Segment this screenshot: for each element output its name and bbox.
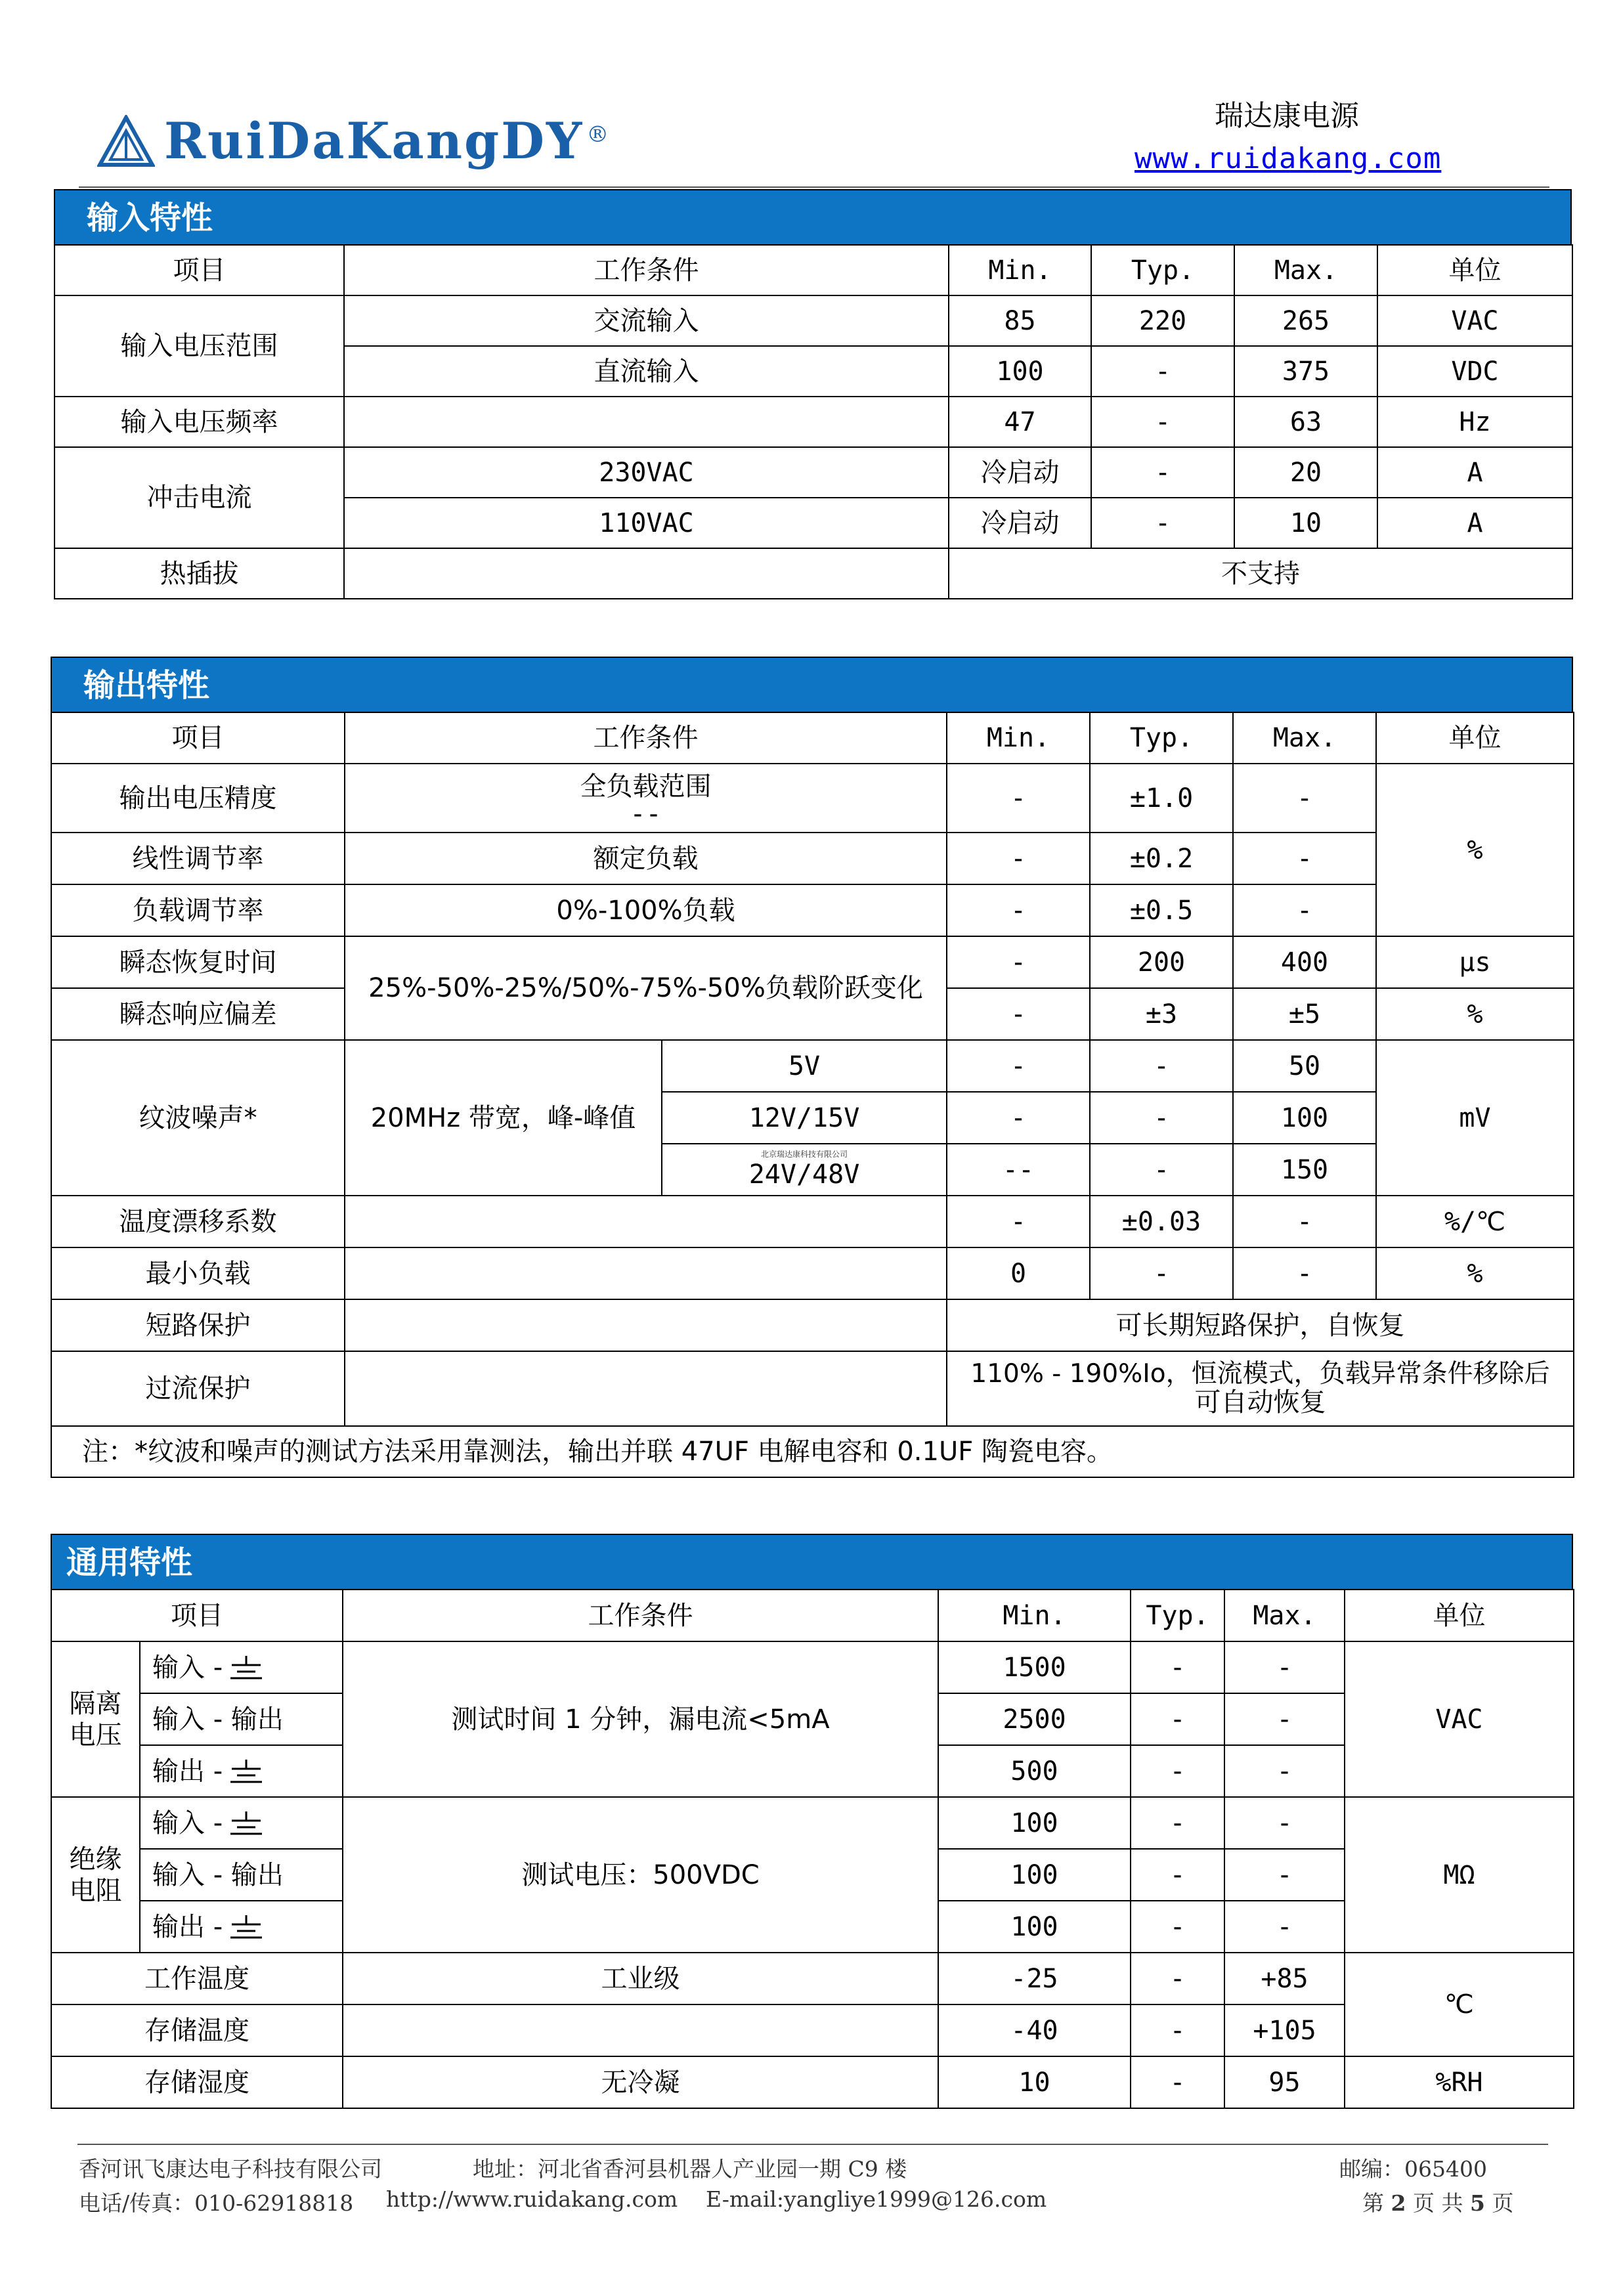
cell-max: ±5 <box>1233 988 1376 1040</box>
ground-icon <box>229 1811 263 1838</box>
header-item: 项目 <box>54 245 344 295</box>
cell-typ: - <box>1131 1693 1224 1745</box>
ground-icon <box>229 1656 263 1682</box>
page-suffix: 页 <box>1492 2190 1514 2216</box>
item-text: 输出 - <box>152 1756 223 1787</box>
cell-max: 50 <box>1233 1040 1376 1092</box>
cell-typ: 220 <box>1091 295 1234 346</box>
header-unit: 单位 <box>1377 245 1572 295</box>
cell-unit: Hz <box>1377 397 1572 447</box>
cell-max: - <box>1224 1693 1345 1745</box>
header-item: 项目 <box>51 1590 343 1641</box>
row-label: 瞬态恢复时间 <box>51 936 345 988</box>
cell-max: - <box>1233 764 1376 833</box>
cell-voltage <box>662 1144 947 1196</box>
cell-max: - <box>1233 833 1376 884</box>
cell-item <box>140 1901 343 1953</box>
watermark-text: 北京瑞达康科技有限公司 <box>760 1149 848 1159</box>
page-current: 2 <box>1391 2190 1406 2216</box>
cell-max: - <box>1224 1641 1345 1693</box>
row-label: 最小负载 <box>51 1247 345 1299</box>
table-row <box>51 1797 1574 1849</box>
cell-unit: ℃ <box>1345 1953 1574 2056</box>
note-row <box>51 1426 1574 1477</box>
group-label-line: 隔离 <box>69 1688 122 1719</box>
table-row <box>51 1299 1574 1351</box>
cell-max: 400 <box>1233 936 1376 988</box>
item-text: 输入 - <box>152 1808 223 1838</box>
cell-max: - <box>1233 884 1376 936</box>
cell-condition <box>345 1299 947 1351</box>
footer-divider <box>77 2144 1548 2145</box>
cell-condition <box>345 1196 947 1247</box>
cell-condition <box>344 397 949 447</box>
cell-condition <box>345 764 947 833</box>
cell-value: 可长期短路保护，自恢复 <box>947 1299 1574 1351</box>
table-row <box>54 447 1572 498</box>
cell-typ: - <box>1131 1953 1224 2004</box>
cell-min: - <box>947 988 1090 1040</box>
cell-typ: ±0.03 <box>1090 1196 1233 1247</box>
general-section <box>51 1534 1573 2109</box>
cell-unit: MΩ <box>1345 1797 1574 1953</box>
cell-min: -- <box>947 1144 1090 1196</box>
cell-min: 冷启动 <box>949 447 1091 498</box>
cell-max: 10 <box>1234 498 1377 548</box>
cell-voltage: 5V <box>662 1040 947 1092</box>
cell-typ: - <box>1091 498 1234 548</box>
cell-typ: - <box>1090 1144 1233 1196</box>
page-prefix: 第 <box>1362 2190 1384 2216</box>
table-header-row <box>51 1590 1574 1641</box>
row-label: 存储温度 <box>51 2004 343 2056</box>
cell-min: - <box>947 1040 1090 1092</box>
cell-min: 冷启动 <box>949 498 1091 548</box>
cell-voltage: 12V/15V <box>662 1092 947 1144</box>
cell-min: - <box>947 1196 1090 1247</box>
row-label: 输出电压精度 <box>51 764 345 833</box>
footer-postcode: 邮编：065400 <box>1339 2156 1487 2182</box>
cell-unit: VAC <box>1377 295 1572 346</box>
cell-max: 265 <box>1234 295 1377 346</box>
row-label: 纹波噪声* <box>51 1040 345 1196</box>
cell-typ: - <box>1090 1040 1233 1092</box>
overcurrent-line-1: 110% - 190%Io，恒流模式，负载异常条件移除后 <box>970 1358 1550 1389</box>
footer-phone: 电话/传真：010-62918818 <box>79 2190 354 2216</box>
cell-condition <box>345 1247 947 1299</box>
cell-unit: % <box>1376 1247 1574 1299</box>
header-item: 项目 <box>51 712 345 764</box>
cell-unit: % <box>1376 988 1574 1040</box>
cell-max: 20 <box>1234 447 1377 498</box>
cell-max: +85 <box>1224 1953 1345 2004</box>
cell-min: - <box>947 884 1090 936</box>
table-row <box>54 295 1572 346</box>
header-unit: 单位 <box>1376 712 1574 764</box>
table-row <box>51 1040 1574 1092</box>
cell-condition: 20MHz 带宽，峰-峰值 <box>345 1040 662 1196</box>
header-unit: 单位 <box>1345 1590 1574 1641</box>
cell-condition <box>345 1351 947 1426</box>
cell-min: 2500 <box>938 1693 1131 1745</box>
cell-condition <box>343 2004 938 2056</box>
cell-typ: - <box>1091 397 1234 447</box>
row-label: 短路保护 <box>51 1299 345 1351</box>
header-condition: 工作条件 <box>343 1590 938 1641</box>
cell-typ: ±1.0 <box>1090 764 1233 833</box>
footer-address: 地址：河北省香河县机器人产业园一期 C9 楼 <box>473 2156 907 2182</box>
cell-item <box>140 1797 343 1849</box>
row-label: 温度漂移系数 <box>51 1196 345 1247</box>
cell-max: 150 <box>1233 1144 1376 1196</box>
cell-unit: % <box>1376 764 1574 936</box>
voltage-value: 24V/48V <box>748 1159 860 1190</box>
cell-max: - <box>1224 1901 1345 1953</box>
table-row <box>51 764 1574 833</box>
header-max: Max. <box>1224 1590 1345 1641</box>
ground-icon <box>229 1915 263 1941</box>
cell-typ: - <box>1131 1849 1224 1901</box>
table-header-row <box>54 245 1572 295</box>
general-table <box>51 1589 1574 2109</box>
table-row <box>51 936 1574 988</box>
cell-typ: ±0.5 <box>1090 884 1233 936</box>
cell-value: 不支持 <box>949 548 1572 599</box>
cell-item: 输入 - 输出 <box>140 1849 343 1901</box>
cell-max: 100 <box>1233 1092 1376 1144</box>
cell-min: 500 <box>938 1745 1131 1797</box>
cell-min: 100 <box>938 1849 1131 1901</box>
table-row <box>51 1953 1574 2004</box>
cell-unit: %RH <box>1345 2056 1574 2108</box>
cell-typ: - <box>1090 1092 1233 1144</box>
table-row <box>51 1196 1574 1247</box>
header-condition: 工作条件 <box>344 245 949 295</box>
page-total: 5 <box>1469 2190 1485 2216</box>
cell-value <box>947 1351 1574 1426</box>
cell-condition: 25%-50%-25%/50%-75%-50%负载阶跃变化 <box>345 936 947 1040</box>
footer-url[interactable]: http://www.ruidakang.com <box>386 2186 678 2212</box>
cell-unit: A <box>1377 447 1572 498</box>
cell-max: +105 <box>1224 2004 1345 2056</box>
row-label: 工作温度 <box>51 1953 343 2004</box>
cell-max: - <box>1233 1196 1376 1247</box>
table-row <box>51 833 1574 884</box>
row-label: 线性调节率 <box>51 833 345 884</box>
cell-condition: 230VAC <box>344 447 949 498</box>
cell-max: 95 <box>1224 2056 1345 2108</box>
header-max: Max. <box>1233 712 1376 764</box>
footer-company: 香河讯飞康达电子科技有限公司 <box>79 2156 382 2182</box>
cell-typ: - <box>1131 1745 1224 1797</box>
cell-min: 47 <box>949 397 1091 447</box>
table-row <box>51 884 1574 936</box>
output-section <box>51 657 1573 1478</box>
condition-line: 全负载范围 <box>580 771 712 802</box>
overcurrent-line-2: 可自动恢复 <box>1194 1387 1326 1418</box>
cell-min: 1500 <box>938 1641 1131 1693</box>
cell-min: - <box>947 833 1090 884</box>
output-table <box>51 712 1574 1478</box>
cell-typ: - <box>1131 1641 1224 1693</box>
company-logo <box>97 108 609 174</box>
cell-min: - <box>947 936 1090 988</box>
cell-item <box>140 1641 343 1693</box>
row-label: 冲击电流 <box>54 447 344 548</box>
table-row <box>54 397 1572 447</box>
cell-unit: %/℃ <box>1376 1196 1574 1247</box>
company-name: 瑞达康电源 <box>1215 99 1359 133</box>
table-row <box>51 1351 1574 1426</box>
item-text: 输入 - <box>152 1652 223 1683</box>
table-row <box>54 548 1572 599</box>
cell-item: 输入 - 输出 <box>140 1693 343 1745</box>
cell-typ: - <box>1131 2004 1224 2056</box>
row-label: 瞬态响应偏差 <box>51 988 345 1040</box>
cell-condition: 测试电压：500VDC <box>343 1797 938 1953</box>
cell-unit: A <box>1377 498 1572 548</box>
cell-item <box>140 1745 343 1797</box>
cell-min: -25 <box>938 1953 1131 2004</box>
cell-min: 85 <box>949 295 1091 346</box>
registered-mark: ® <box>586 121 609 148</box>
row-label: 过流保护 <box>51 1351 345 1426</box>
cell-min: 100 <box>938 1901 1131 1953</box>
header-typ: Typ. <box>1091 245 1234 295</box>
cell-min: 10 <box>938 2056 1131 2108</box>
cell-min: - <box>947 764 1090 833</box>
input-table <box>54 244 1573 599</box>
cell-typ: ±3 <box>1090 988 1233 1040</box>
table-row <box>51 2056 1574 2108</box>
group-label-line: 电阻 <box>69 1875 122 1906</box>
logo-triangle-icon <box>97 115 155 167</box>
cell-unit: VAC <box>1345 1641 1574 1797</box>
condition-line: -- <box>630 798 662 829</box>
table-header-row <box>51 712 1574 764</box>
table-row <box>51 1641 1574 1693</box>
cell-condition: 额定负载 <box>345 833 947 884</box>
output-section-title: 输出特性 <box>51 657 1573 712</box>
cell-min: - <box>947 1092 1090 1144</box>
website-link[interactable]: www.ruidakang.com <box>1135 142 1442 175</box>
cell-typ: ±0.2 <box>1090 833 1233 884</box>
header-min: Min. <box>949 245 1091 295</box>
cell-min: -40 <box>938 2004 1131 2056</box>
cell-condition: 测试时间 1 分钟，漏电流<5mA <box>343 1641 938 1797</box>
row-label: 负载调节率 <box>51 884 345 936</box>
cell-min: 100 <box>938 1797 1131 1849</box>
cell-condition: 工业级 <box>343 1953 938 2004</box>
row-label: 热插拔 <box>54 548 344 599</box>
cell-typ: - <box>1090 1247 1233 1299</box>
header-max: Max. <box>1234 245 1377 295</box>
header-min: Min. <box>947 712 1090 764</box>
cell-max: - <box>1233 1247 1376 1299</box>
group-label-line: 电压 <box>69 1720 122 1750</box>
item-text: 输出 - <box>152 1911 223 1942</box>
header-min: Min. <box>938 1590 1131 1641</box>
cell-max: - <box>1224 1745 1345 1797</box>
cell-typ: - <box>1131 1901 1224 1953</box>
group-label-insulation <box>51 1797 140 1953</box>
cell-unit: VDC <box>1377 346 1572 397</box>
cell-typ: 200 <box>1090 936 1233 988</box>
cell-condition <box>344 548 949 599</box>
cell-condition: 直流输入 <box>344 346 949 397</box>
cell-condition: 110VAC <box>344 498 949 548</box>
cell-typ: - <box>1131 2056 1224 2108</box>
cell-max: - <box>1224 1849 1345 1901</box>
cell-condition: 无冷凝 <box>343 2056 938 2108</box>
cell-condition: 交流输入 <box>344 295 949 346</box>
cell-typ: - <box>1091 346 1234 397</box>
cell-min: 100 <box>949 346 1091 397</box>
cell-condition: 0%-100%负载 <box>345 884 947 936</box>
header-condition: 工作条件 <box>345 712 947 764</box>
logo-text: RuiDaKangDY <box>164 112 584 170</box>
header-divider <box>79 186 1549 188</box>
cell-unit: mV <box>1376 1040 1574 1196</box>
input-section-title: 输入特性 <box>54 189 1572 244</box>
ground-icon <box>229 1760 263 1786</box>
group-label-isolation <box>51 1641 140 1797</box>
input-section <box>54 189 1572 599</box>
cell-max: 63 <box>1234 397 1377 447</box>
group-label-line: 绝缘 <box>69 1844 122 1874</box>
cell-min: 0 <box>947 1247 1090 1299</box>
general-section-title: 通用特性 <box>51 1534 1573 1589</box>
footer-email[interactable]: E-mail:yangliye1999@126.com <box>706 2186 1047 2212</box>
cell-max: 375 <box>1234 346 1377 397</box>
cell-typ: - <box>1091 447 1234 498</box>
cell-unit: μs <box>1376 936 1574 988</box>
row-label: 输入电压范围 <box>54 295 344 397</box>
table-row <box>51 1247 1574 1299</box>
page-mid: 页 共 <box>1412 2190 1463 2216</box>
row-label: 输入电压频率 <box>54 397 344 447</box>
page-number <box>1362 2186 1513 2217</box>
header-typ: Typ. <box>1131 1590 1224 1641</box>
cell-typ: - <box>1131 1797 1224 1849</box>
cell-max: - <box>1224 1797 1345 1849</box>
header-typ: Typ. <box>1090 712 1233 764</box>
ripple-test-note: 注：*纹波和噪声的测试方法采用靠测法，输出并联 47UF 电解电容和 0.1UF 陶瓷电容。 <box>51 1426 1574 1477</box>
row-label: 存储湿度 <box>51 2056 343 2108</box>
